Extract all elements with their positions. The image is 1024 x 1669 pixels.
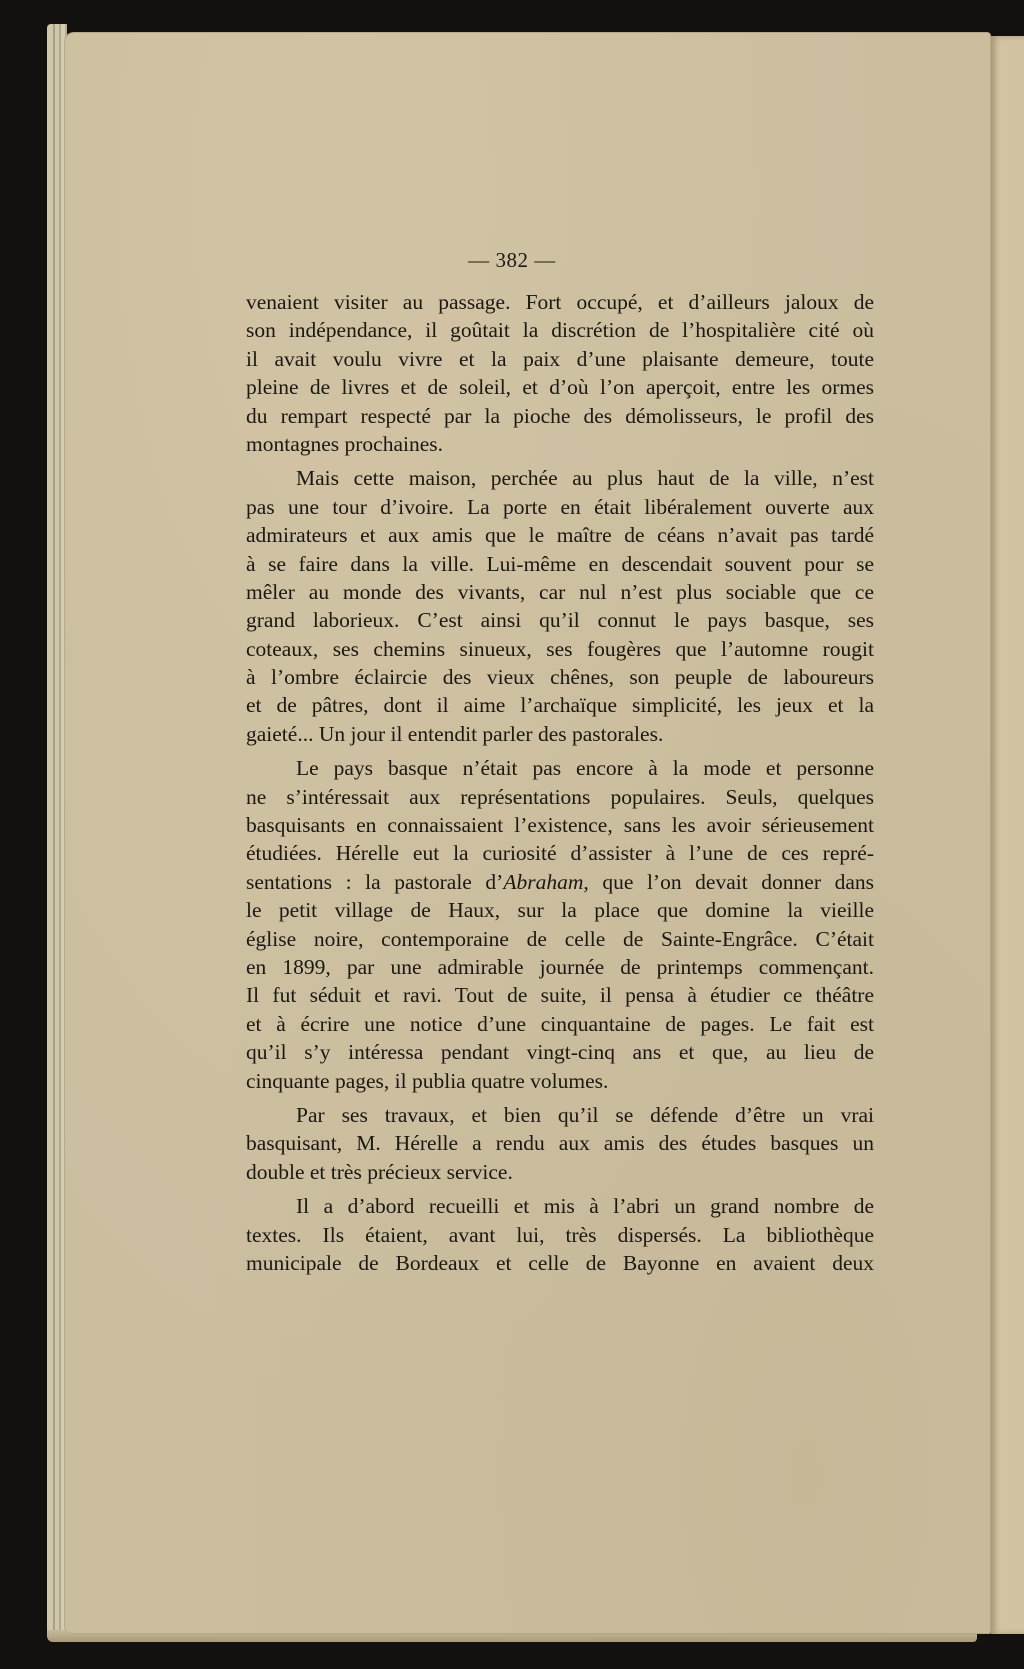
text-line: basquisant, M. Hérelle a rendu aux amis des études basques un — [246, 1131, 874, 1156]
text-line: Le pays basque n’était pas encore à la mode et personne — [296, 756, 874, 781]
paragraph — [246, 1101, 874, 1186]
text-line: et à écrire une notice d’une cinquantaine de pages. Le fait est — [246, 1011, 874, 1036]
text-line: mêler au monde des vivants, car nul n’est plus sociable que ce — [246, 579, 874, 604]
text-line-with-italic — [246, 868, 874, 896]
text-line: étudiées. Hérelle eut la curiosité d’assister à l’une de ces repré- — [246, 841, 874, 866]
text-line: pas une tour d’ivoire. La porte en était libéralement ouverte aux — [246, 494, 874, 519]
text-line: venaient visiter au passage. Fort occupé, et d’ailleurs jaloux de — [246, 290, 874, 314]
facing-page-edge — [991, 36, 1024, 1634]
text-line: Par ses travaux, et bien qu’il se défende d’être un vrai — [296, 1102, 874, 1127]
text-line: admirateurs et aux amis que le maître de céans n’avait pas tardé — [246, 523, 874, 548]
paragraph — [246, 754, 874, 1095]
text-line: grand laborieux. C’est ainsi qu’il connut le pays basque, ses — [246, 608, 874, 633]
page-number: — 382 — — [468, 248, 556, 272]
text-line: Mais cette maison, perchée au plus haut de la ville, n’est — [296, 466, 874, 491]
text-line: il avait voulu vivre et la paix d’une plaisante demeure, toute — [246, 346, 874, 371]
text-line: église noire, contemporaine de celle de Sainte-Engrâce. C’était — [246, 926, 874, 951]
text-line: Il fut séduit et ravi. Tout de suite, il pensa à étudier ce théâtre — [246, 983, 874, 1008]
text-line: et de pâtres, dont il aime l’archaïque simplicité, les jeux et la — [246, 693, 874, 718]
text-line: ne s’intéressait aux représentations populaires. Seuls, quelques — [246, 784, 874, 809]
body-text — [246, 288, 874, 1277]
text-line: pleine de livres et de soleil, et d’où l’on aperçoit, entre les ormes — [246, 375, 874, 400]
text-line: textes. Ils étaient, avant lui, très dispersés. La bibliothèque — [246, 1222, 874, 1247]
paragraph — [246, 288, 874, 458]
text-segment: , que l’on devait donner dans — [583, 869, 874, 894]
text-line: Il a d’abord recueilli et mis à l’abri un grand nombre de — [296, 1194, 874, 1219]
text-line: cinquante pages, il publia quatre volumes. — [246, 1068, 609, 1093]
text-line: municipale de Bordeaux et celle de Bayonne en avaient deux — [246, 1250, 874, 1275]
text-line: montagnes prochaines. — [246, 431, 444, 456]
paragraph — [246, 464, 874, 748]
text-line: coteaux, ses chemins sinueux, ses fougères que l’automne rougit — [246, 636, 874, 661]
text-line: qu’il s’y intéressa pendant vingt-cinq ans et que, au lieu de — [246, 1040, 874, 1065]
text-line: le petit village de Haux, sur la place que domine la vieille — [246, 898, 874, 923]
text-line: gaieté... Un jour il entendit parler des pastorales. — [246, 721, 664, 746]
text-line: du rempart respecté par la pioche des démolisseurs, le profil des — [246, 403, 874, 428]
text-line: en 1899, par une admirable journée de printemps commençant. — [246, 954, 874, 979]
italic-title: Abraham — [503, 869, 584, 894]
text-line: son indépendance, il goûtait la discrétion de l’hospitalière cité où — [246, 318, 874, 343]
text-line: basquisants en connaissaient l’existence, sans les avoir sérieusement — [246, 813, 874, 838]
text-line: à se faire dans la ville. Lui-même en descendait souvent pour se — [246, 551, 874, 576]
text-line: double et très précieux service. — [246, 1159, 513, 1184]
text-line: à l’ombre éclaircie des vieux chênes, son peuple de laboureurs — [246, 665, 874, 690]
paragraph — [246, 1192, 874, 1277]
text-segment: sentations : la pastorale d’ — [246, 869, 504, 894]
